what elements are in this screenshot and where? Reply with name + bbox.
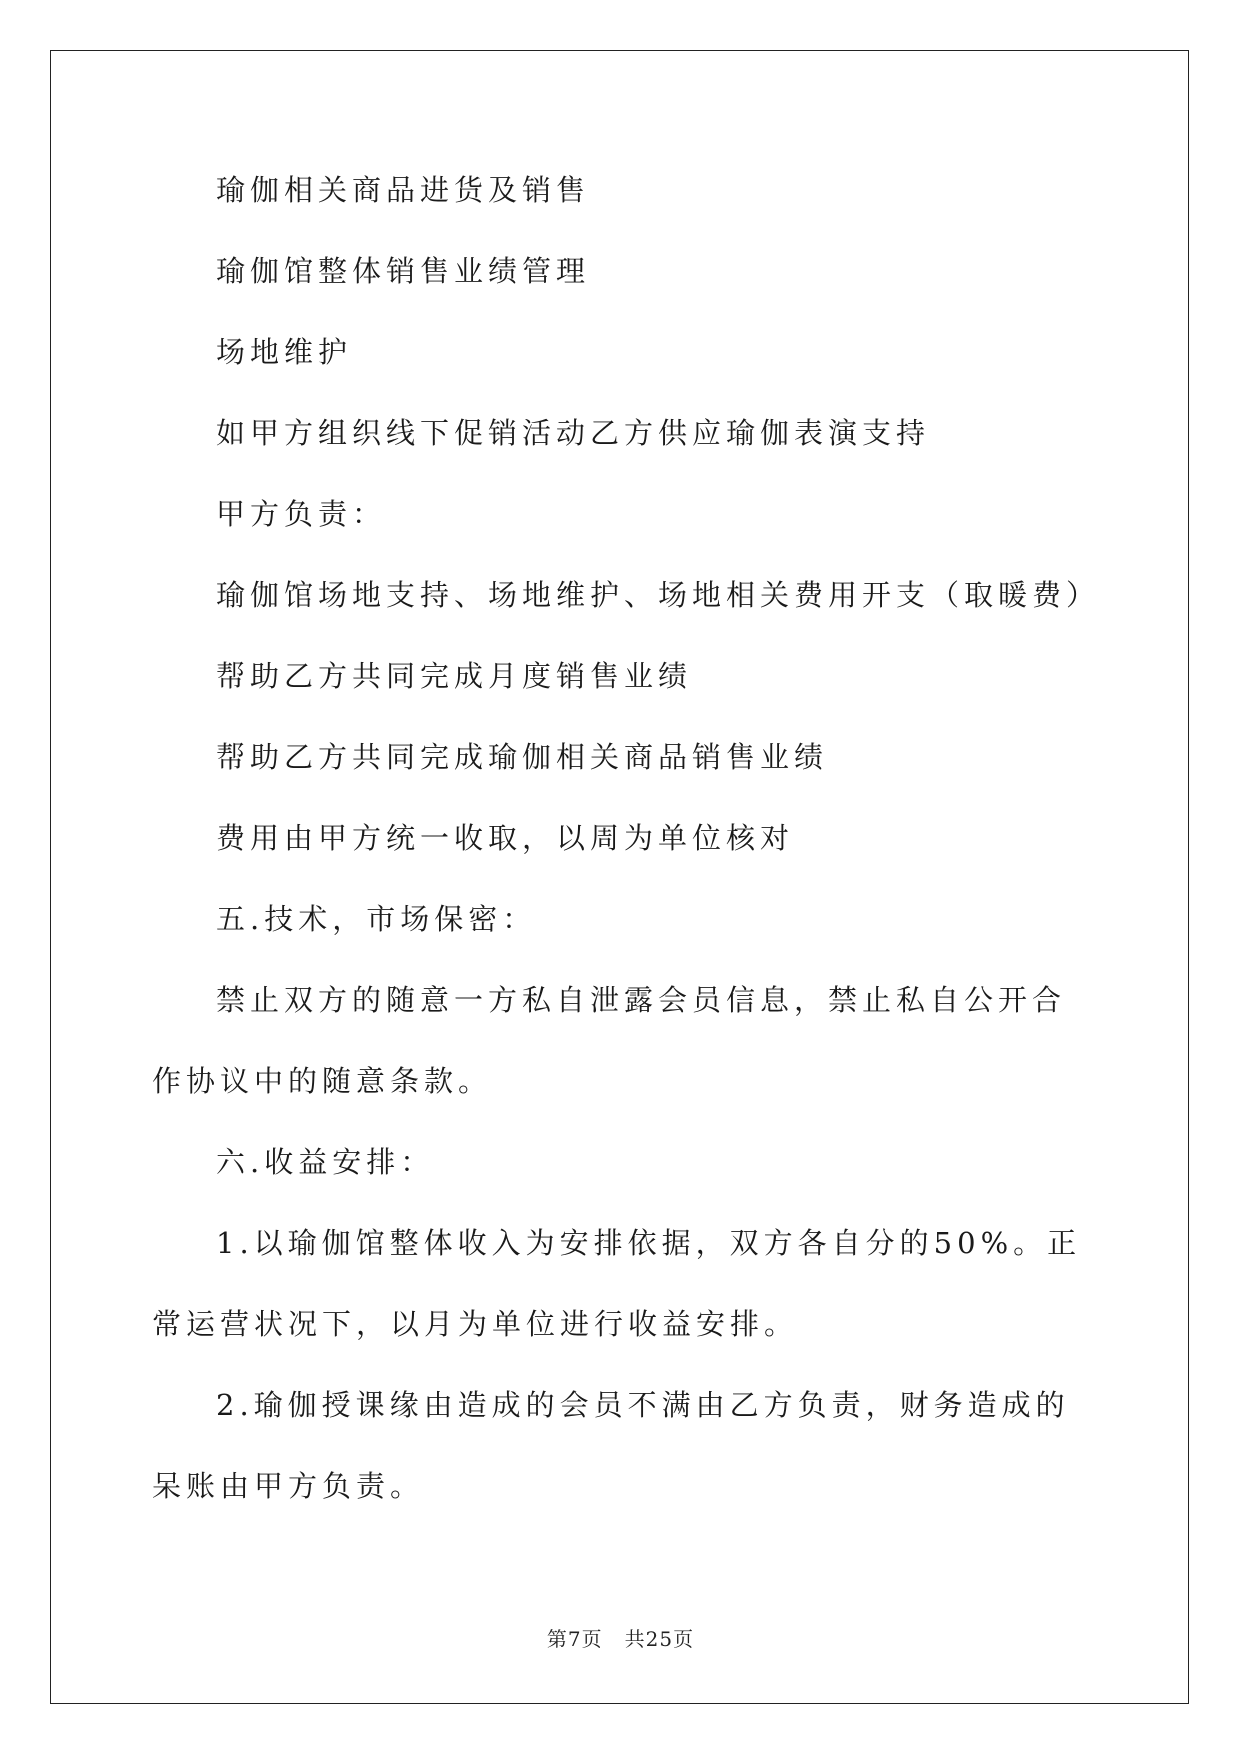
paragraph: 甲方负责：	[216, 497, 387, 531]
page-number-total: 共25页	[624, 1627, 695, 1651]
paragraph: 场地维护	[216, 335, 353, 369]
paragraph: 费用由甲方统一收取，以周为单位核对	[216, 821, 795, 855]
page-number-current: 第7页	[546, 1627, 603, 1651]
document-body	[152, 150, 1101, 1527]
page-footer	[0, 1623, 1241, 1652]
paragraph: 禁止双方的随意一方私自泄露会员信息，禁止私自公开合作协议中的随意条款。	[152, 983, 1067, 1098]
paragraph: 帮助乙方共同完成瑜伽相关商品销售业绩	[216, 740, 829, 774]
paragraph: 瑜伽馆整体销售业绩管理	[216, 254, 591, 288]
paragraph: 帮助乙方共同完成月度销售业绩	[216, 659, 693, 693]
paragraph: 瑜伽相关商品进货及销售	[216, 173, 591, 207]
section-heading: 六.收益安排：	[216, 1145, 435, 1179]
paragraph: 瑜伽馆场地支持、场地维护、场地相关费用开支（取暖费）	[216, 578, 1101, 612]
paragraph: 2.瑜伽授课缘由造成的会员不满由乙方负责，财务造成的呆账由甲方负责。	[152, 1388, 1070, 1503]
paragraph: 1.以瑜伽馆整体收入为安排依据，双方各自分的50%。正常运营状况下，以月为单位进行收益安排。	[152, 1226, 1082, 1341]
section-heading: 五.技术，市场保密：	[216, 902, 537, 936]
paragraph: 如甲方组织线下促销活动乙方供应瑜伽表演支持	[216, 416, 931, 450]
